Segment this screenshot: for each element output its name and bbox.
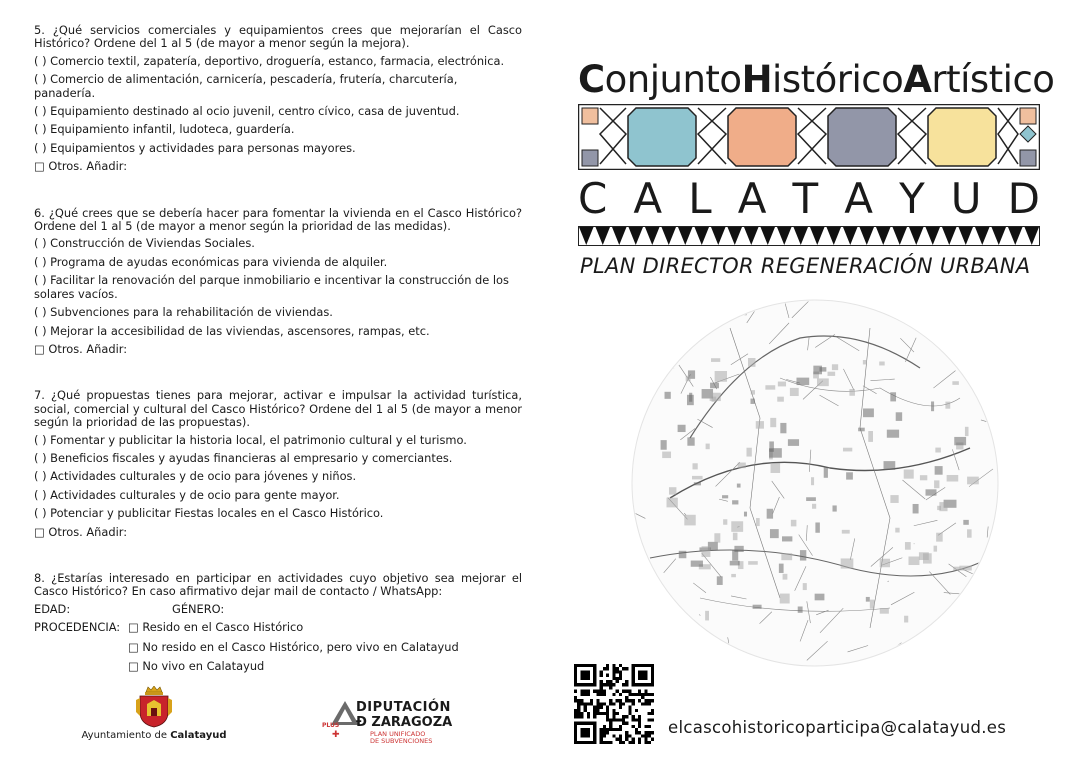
dpz-subtitle (370, 731, 432, 745)
ayuntamiento-logo (74, 686, 234, 741)
city-letter: L (688, 174, 712, 223)
title-initial: A (903, 58, 932, 101)
q5-option: ( ) Equipamiento infantil, ludoteca, guardería. (34, 122, 295, 137)
age-gender-row (34, 603, 522, 616)
dpz-cross-icon: ✚ (332, 730, 340, 740)
cover-subtitle: PLAN DIRECTOR REGENERACIÓN URBANA (580, 254, 1031, 278)
q7-other: □ Otros. Añadir: (34, 524, 128, 539)
ayuntamiento-city: Calatayud (170, 730, 227, 741)
title-initial: H (741, 58, 773, 101)
ayuntamiento-prefix: Ayuntamiento de (81, 730, 168, 741)
question-5: 5. ¿Qué servicios comerciales y equipamientos crees que mejorarían el Casco Histórico? Ordene del 1 al 5 (de mayor a menor según la mejora). (34, 23, 522, 51)
procedencia-option: □ No resido en el Casco Histórico, pero vivo en Calatayud (128, 639, 459, 654)
mudejar-frieze (578, 104, 1040, 170)
q5-other: □ Otros. Añadir: (34, 159, 128, 174)
title-initial: C (578, 58, 605, 101)
triangle-border (578, 226, 1040, 246)
city-letter: Y (899, 174, 925, 223)
q6-other: □ Otros. Añadir: (34, 341, 128, 356)
city-letter: C (578, 174, 608, 223)
cover-title (578, 58, 1054, 101)
dpz-plus-label: PLUS (322, 722, 340, 729)
q5-option: ( ) Comercio de alimentación, carnicería, pescadería, frutería, charcutería, panadería. (34, 72, 458, 100)
city-letter: A (737, 174, 767, 223)
city-letter: A (844, 174, 873, 223)
q6-option: ( ) Mejorar la accesibilidad de las viviendas, ascensores, rampas, etc. (34, 323, 430, 338)
dpz-line1: DIPUTACIÓN (356, 700, 451, 715)
question-5-options (34, 55, 522, 174)
diputacion-zaragoza-logo (322, 700, 462, 748)
q6-option: ( ) Construcción de Viviendas Sociales. (34, 236, 255, 251)
q5-option: ( ) Equipamiento destinado al ocio juvenil, centro cívico, casa de juventud. (34, 104, 460, 119)
q6-option: ( ) Facilitar la renovación del parque inmobiliario e incentivar la construcción de los solares vacíos. (34, 273, 509, 301)
q5-option: ( ) Comercio textil, zapatería, deportivo, droguería, estanco, farmacia, electrónica. (34, 53, 505, 68)
q7-option: ( ) Beneficios fiscales y ayudas financieras al empresario y comerciantes. (34, 450, 453, 465)
city-letter: T (792, 174, 819, 223)
q7-option: ( ) Actividades culturales y de ocio para gente mayor. (34, 487, 340, 502)
procedencia-block (34, 621, 522, 673)
town-map-image (630, 298, 1000, 668)
qr-code-icon[interactable] (574, 664, 654, 744)
coat-of-arms-icon (134, 686, 174, 728)
age-label: EDAD: (34, 601, 71, 616)
question-6: 6. ¿Qué crees que se debería hacer para fomentar la vivienda en el Casco Histórico? Ordene del 1 al 5 (de mayor a menor según la prioridad de las medidas). (34, 205, 522, 234)
dpz-sub2: DE SUBVENCIONES (370, 737, 433, 745)
title-word: istórico (772, 58, 904, 101)
question-7-options (34, 434, 522, 539)
contact-email[interactable]: elcascohistoricoparticipa@calatayud.es (668, 718, 1007, 737)
question-7: 7. ¿Qué propuestas tienes para mejorar, activar e impulsar la actividad turística, social, comercial y cultural del Casco Histórico? Ordene del 1 al 5 (de mayor a menor según la prioridad de las propuestas). (34, 388, 522, 430)
dpz-sub1: PLAN UNIFICADO (370, 730, 426, 738)
q6-option: ( ) Programa de ayudas económicas para vivienda de alquiler. (34, 254, 388, 269)
dpz-line2: Ð ZARAGOZA (356, 715, 453, 730)
procedencia-option: □ Resido en el Casco Histórico (128, 620, 304, 635)
q5-option: ( ) Equipamientos y actividades para personas mayores. (34, 140, 356, 155)
title-word: rtístico (931, 58, 1055, 101)
q7-option: ( ) Potenciar y publicitar Fiestas locales en el Casco Histórico. (34, 506, 384, 521)
procedencia-option: □ No vivo en Calatayud (128, 659, 265, 673)
title-word: onjunto (604, 58, 742, 101)
city-letter: D (1007, 174, 1040, 223)
city-name (578, 174, 1040, 223)
question-8: 8. ¿Estarías interesado en participar en actividades cuyo objetivo sea mejorar el Casco Histórico? En caso afirmativo dejar mail de contacto / WhatsApp: (34, 570, 522, 599)
question-6-options (34, 237, 522, 356)
city-letter: U (950, 174, 982, 223)
q7-option: ( ) Fomentar y publicitar la historia local, el patrimonio cultural y el turismo. (34, 432, 467, 447)
procedencia-label: PROCEDENCIA: (34, 620, 121, 635)
q7-option: ( ) Actividades culturales y de ocio para jóvenes y niños. (34, 469, 357, 484)
q6-option: ( ) Subvenciones para la rehabilitación de viviendas. (34, 305, 333, 320)
city-letter: A (633, 174, 663, 223)
questionnaire (34, 24, 522, 679)
gender-label: GÉNERO: (172, 601, 225, 616)
